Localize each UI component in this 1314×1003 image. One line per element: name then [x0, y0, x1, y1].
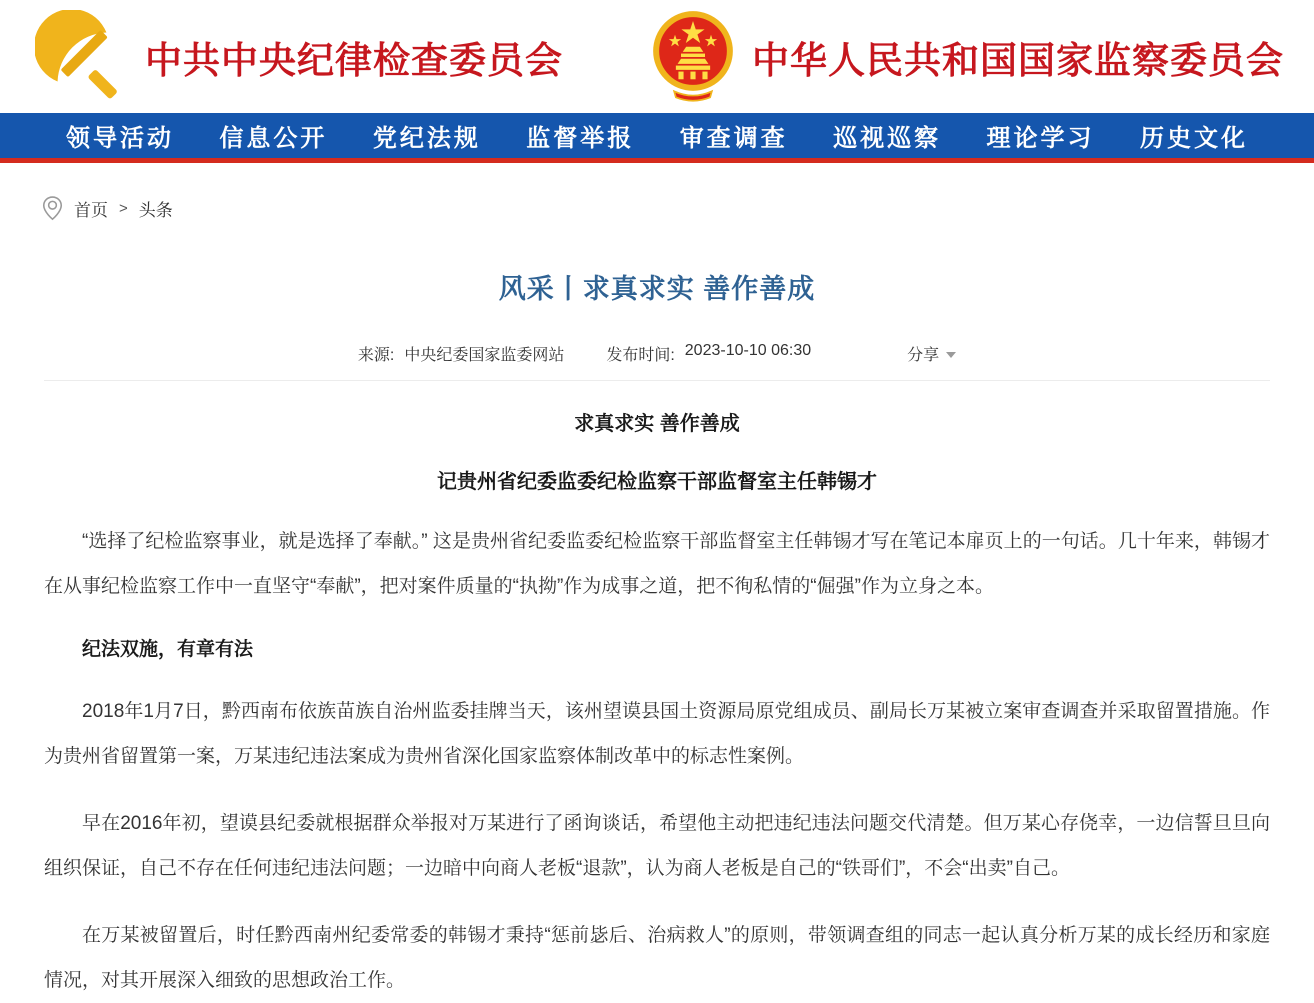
party-emblem-icon [35, 10, 129, 104]
ccdi-site-title: 中共中央纪律检查委员会 [145, 40, 563, 82]
publish-time [606, 342, 811, 365]
breadcrumb-home-link[interactable]: 首页 [74, 200, 108, 220]
nav-item-party-discipline-regulations[interactable]: 党纪法规 [372, 126, 481, 152]
nsc-site-title: 中华人民共和国国家监察委员会 [752, 40, 1284, 82]
breadcrumb-separator: > [119, 199, 128, 217]
nav-item-review-investigation[interactable]: 审查调查 [679, 126, 788, 152]
page-title: 风采丨求真求实 善作善成 [498, 274, 816, 304]
caret-down-icon [946, 352, 956, 358]
article-paragraph: 在万某被留置后，时任黔西南州纪委常委的韩锡才秉持“惩前毖后、治病救人”的原则，带领调查组的同志一起认真分析万某的成长经历和家庭情况，对其开展深入细致的思想政治工作。 [44, 925, 1270, 991]
section-subheading: 纪法双施，有章有法 [82, 639, 254, 660]
article-meta [44, 342, 1270, 381]
article-paragraph: 2018年1月7日，黔西南布依族苗族自治州监委挂牌当天，该州望谟县国土资源局原党组成员、副局长万某被立案审查调查并采取留置措施。作为贵州省留置第一案，万某违纪违法案成为贵州省深化国家监察体制改革中的标志性案例。 [44, 701, 1270, 767]
breadcrumb-current-link[interactable]: 头条 [138, 200, 173, 220]
article-source [358, 342, 564, 365]
nav-item-leader-activities[interactable]: 领导活动 [66, 126, 174, 152]
ccdi-home-link[interactable] [35, 10, 563, 104]
nav-item-theory-study[interactable]: 理论学习 [986, 126, 1095, 152]
article [0, 267, 1314, 1003]
nav-item-info-disclosure[interactable]: 信息公开 [219, 126, 328, 152]
location-pin-icon [42, 195, 63, 221]
nav-item-supervision-reporting[interactable]: 监督举报 [526, 126, 635, 152]
national-emblem-icon [650, 9, 736, 105]
article-heading-main: 求真求实 善作善成 [574, 413, 740, 435]
share-button[interactable] [907, 342, 956, 365]
nav-item-inspection-patrol[interactable]: 巡视巡察 [833, 126, 942, 152]
site-header [0, 0, 1314, 113]
article-paragraph: “选择了纪检监察事业，就是选择了奉献。” 这是贵州省纪委监委纪检监察干部监督室主任韩锡才写在笔记本扉页上的一句话。几十年来，韩锡才在从事纪检监察工作中一直坚守“奉献”，把对案件质量的“执拗”作为成事之道，把不徇私情的“倔强”作为立身之本。 [44, 531, 1270, 597]
article-paragraph: 早在2016年初，望谟县纪委就根据群众举报对万某进行了函询谈话，希望他主动把违纪违法问题交代清楚。但万某心存侥幸，一边信誓旦旦向组织保证，自己不存在任何违纪违法问题；一边暗中向商人老板“退款”，认为商人老板是自己的“铁哥们”，不会“出卖”自己。 [44, 813, 1270, 879]
main-nav [0, 113, 1314, 163]
publish-time-label: 发布时间: [606, 347, 675, 364]
nav-item-history-culture[interactable]: 历史文化 [1139, 126, 1248, 152]
breadcrumb [42, 195, 1314, 221]
source-label: 来源: [357, 347, 395, 364]
source-value: 中央纪委国家监委网站 [404, 347, 565, 364]
article-heading-sub: 记贵州省纪委监委纪检监察干部监督室主任韩锡才 [437, 471, 877, 493]
share-label: 分享 [907, 347, 940, 364]
publish-time-value: 2023-10-10 06:30 [684, 342, 812, 359]
nsc-home-link[interactable] [650, 9, 1284, 105]
